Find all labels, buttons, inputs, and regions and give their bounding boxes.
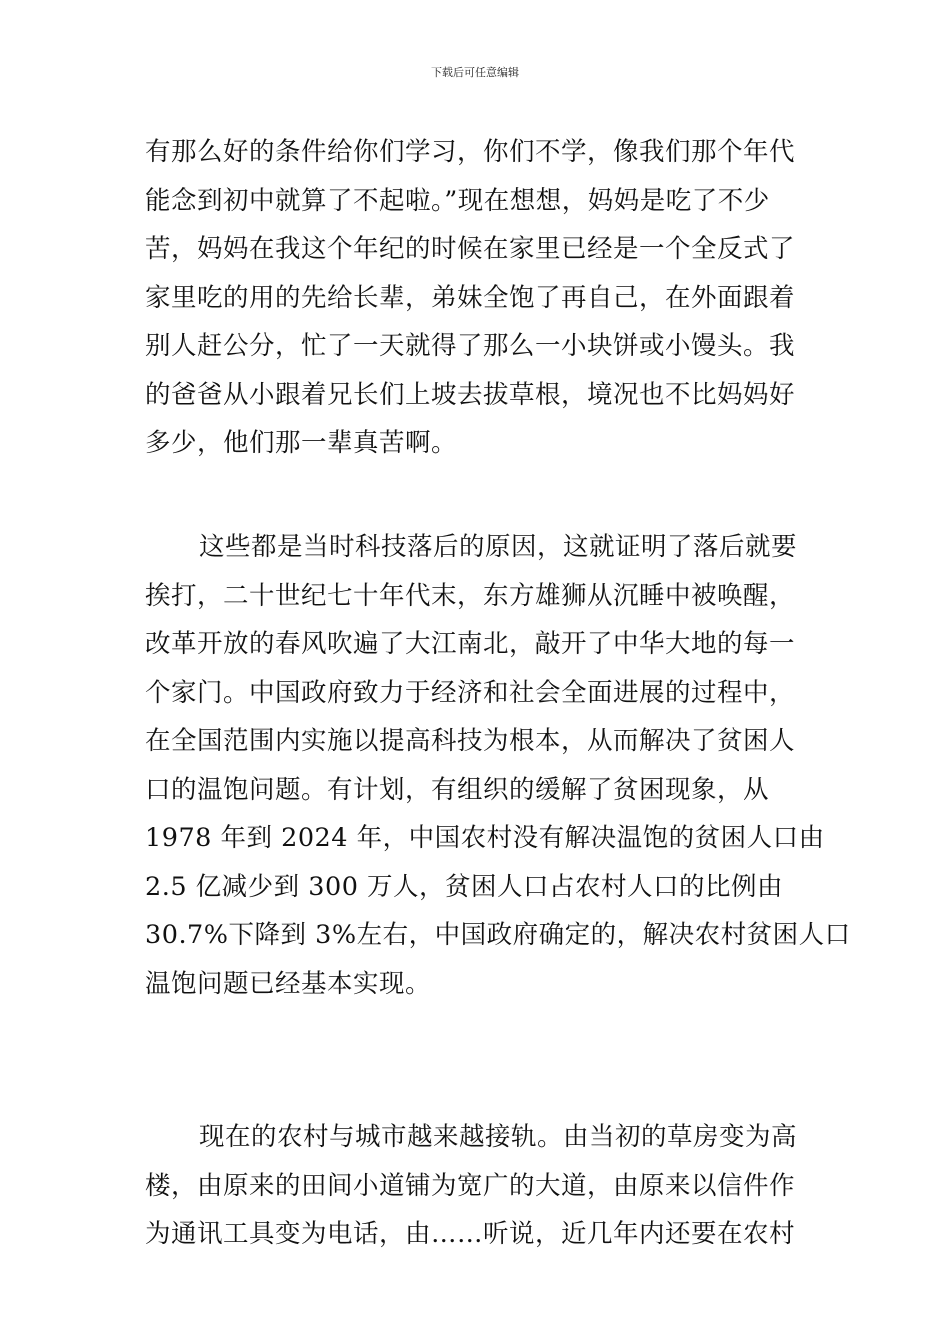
page-header: 下载后可任意编辑	[431, 66, 519, 79]
text-line: 的爸爸从小跟着兄长们上坡去拔草根，境况也不比妈妈好	[145, 379, 796, 410]
text-line: 挨打，二十世纪七十年代末，东方雄狮从沉睡中被唤醒，	[145, 580, 796, 611]
text-line: 温饱问题已经基本实现。	[145, 968, 432, 999]
text-line: 在全国范围内实施以提高科技为根本，从而解决了贫困人	[145, 726, 796, 756]
text-line: 1978 年到 2024 年，中国农村没有解决温饱的贫困人口由	[145, 823, 825, 853]
text-line: 家里吃的用的先给长辈，弟妹全饱了再自己，在外面跟着	[145, 282, 796, 313]
paragraph-3	[145, 1113, 810, 1259]
text-line: 现在的农村与城市越来越接轨。由当初的草房变为高	[199, 1122, 798, 1152]
text-line: 30.7%下降到 3%左右，中国政府确定的，解决农村贫困人口	[145, 920, 851, 950]
text-line: 楼，由原来的田间小道铺为宽广的大道，由原来以信件作	[145, 1170, 796, 1201]
text-line: 多少，他们那一辈真苦啊。	[145, 428, 458, 458]
text-line: 改革开放的春风吹遍了大江南北，敲开了中华大地的每一	[145, 629, 796, 659]
text-line: 苦，妈妈在我这个年纪的时候在家里已经是一个全反式了	[145, 234, 796, 264]
paragraph-2	[145, 523, 851, 1008]
text-line: 为通讯工具变为电话，由……听说，近几年内还要在农村	[145, 1219, 796, 1249]
text-line: 别人赶公分，忙了一天就得了那么一小块饼或小馒头。我	[145, 331, 796, 361]
text-line: 个家门。中国政府致力于经济和社会全面进展的过程中，	[145, 677, 796, 708]
text-line: 口的温饱问题。有计划，有组织的缓解了贫困现象，从	[145, 774, 770, 805]
text-line: 2.5 亿减少到 300 万人，贫困人口占农村人口的比例由	[145, 871, 784, 902]
text-line: 能念到初中就算了不起啦。”现在想想，妈妈是吃了不少	[145, 185, 770, 216]
text-line: 这些都是当时科技落后的原因，这就证明了落后就要	[199, 532, 798, 562]
text-line: 有那么好的条件给你们学习，你们不学，像我们那个年代	[145, 137, 796, 167]
paragraph-1	[145, 128, 810, 468]
